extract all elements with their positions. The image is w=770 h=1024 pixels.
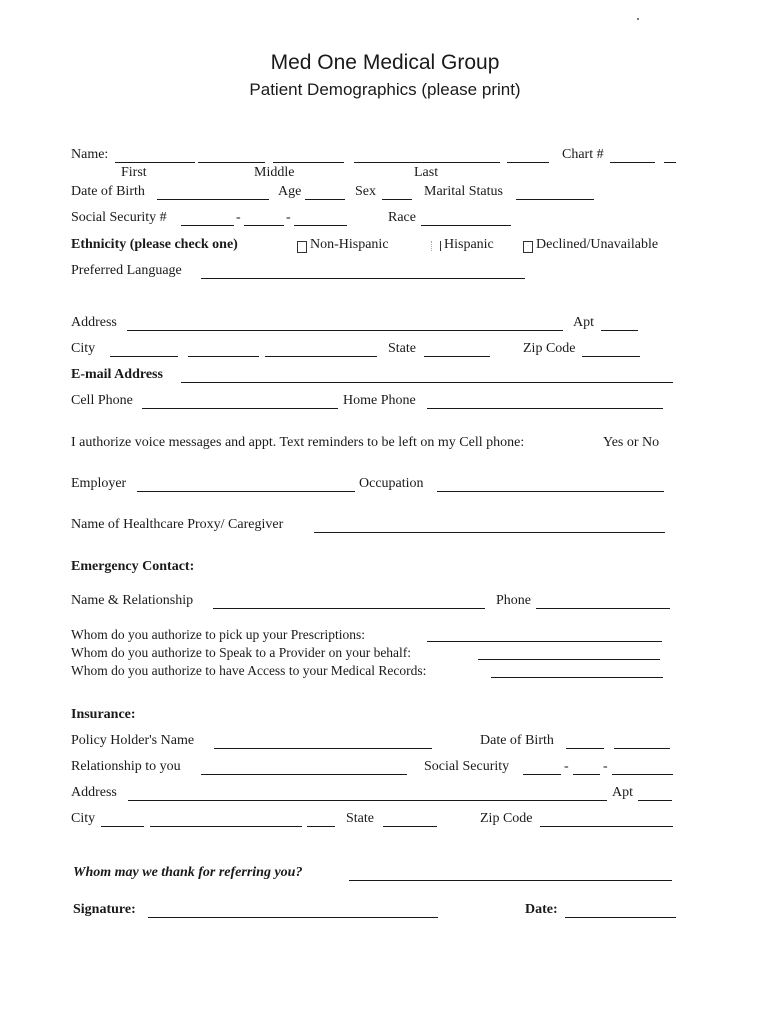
- home-phone-field[interactable]: [427, 408, 663, 409]
- insurance-apt-label: Apt: [612, 785, 633, 800]
- insurance-city-label: City: [71, 811, 96, 826]
- insurance-state-field[interactable]: [383, 826, 437, 827]
- email-label: E-mail Address: [71, 367, 163, 382]
- authorize-messages-text: I authorize voice messages and appt. Text reminders to be left on my Cell phone:: [71, 435, 525, 450]
- apt-field[interactable]: [601, 330, 638, 331]
- speak-provider-label: Whom do you authorize to Speak to a Provider on your behalf:: [71, 645, 412, 660]
- insurance-apt-field[interactable]: [638, 800, 672, 801]
- proxy-field[interactable]: [314, 532, 665, 533]
- insurance-ssn-part3-field[interactable]: [612, 774, 673, 775]
- email-field[interactable]: [181, 382, 673, 383]
- emergency-phone-field[interactable]: [536, 608, 670, 609]
- state-label: State: [388, 341, 416, 356]
- page-title: Med One Medical Group: [270, 51, 500, 74]
- policy-holder-field[interactable]: [214, 748, 432, 749]
- middle-caption: Middle: [254, 165, 295, 180]
- employer-label: Employer: [71, 476, 127, 491]
- first-name-field[interactable]: [115, 162, 195, 163]
- last-name-field[interactable]: [354, 162, 500, 163]
- occupation-label: Occupation: [359, 476, 424, 491]
- ssn-dash: -: [236, 210, 241, 225]
- insurance-ssn-dash: -: [564, 759, 569, 774]
- chart-number-field-extra[interactable]: [664, 162, 676, 163]
- address-label: Address: [71, 315, 117, 330]
- insurance-dob-field-extra[interactable]: [614, 748, 670, 749]
- insurance-city-field-extra[interactable]: [150, 826, 302, 827]
- insurance-ssn-label: Social Security: [424, 759, 510, 774]
- hispanic-label: Hispanic: [444, 237, 494, 252]
- insurance-dob-field[interactable]: [566, 748, 604, 749]
- dob-field[interactable]: [157, 199, 269, 200]
- chart-number-field[interactable]: [610, 162, 655, 163]
- last-name-field-extra[interactable]: [507, 162, 549, 163]
- dob-label: Date of Birth: [71, 184, 145, 199]
- age-label: Age: [278, 184, 302, 199]
- ethnicity-label: Ethnicity (please check one): [71, 237, 238, 252]
- proxy-label: Name of Healthcare Proxy/ Caregiver: [71, 517, 284, 532]
- age-field[interactable]: [305, 199, 345, 200]
- declined-checkbox[interactable]: [523, 241, 533, 253]
- cell-phone-label: Cell Phone: [71, 393, 133, 408]
- declined-label: Declined/Unavailable: [536, 237, 659, 252]
- relationship-field[interactable]: [201, 774, 407, 775]
- emergency-contact-heading: Emergency Contact:: [71, 559, 195, 574]
- policy-holder-label: Policy Holder's Name: [71, 733, 195, 748]
- name-label: Name:: [71, 147, 109, 162]
- emergency-phone-label: Phone: [496, 593, 531, 608]
- race-label: Race: [388, 210, 416, 225]
- medical-records-field[interactable]: [491, 677, 663, 678]
- insurance-heading: Insurance:: [71, 707, 136, 722]
- referral-field[interactable]: [349, 880, 672, 881]
- ssn-part1-field[interactable]: [181, 225, 234, 226]
- ssn-dash: -: [286, 210, 291, 225]
- non-hispanic-label: Non-Hispanic: [310, 237, 389, 252]
- insurance-ssn-dash: -: [603, 759, 608, 774]
- insurance-address-label: Address: [71, 785, 117, 800]
- signature-field[interactable]: [148, 917, 438, 918]
- insurance-ssn-part1-field[interactable]: [523, 774, 561, 775]
- insurance-city-field[interactable]: [101, 826, 144, 827]
- employer-field[interactable]: [137, 491, 355, 492]
- medical-records-label: Whom do you authorize to have Access to your Medical Records:: [71, 663, 427, 678]
- city-field-extra2[interactable]: [265, 356, 377, 357]
- insurance-zip-label: Zip Code: [480, 811, 533, 826]
- insurance-state-label: State: [346, 811, 374, 826]
- address-field[interactable]: [127, 330, 563, 331]
- prescriptions-label: Whom do you authorize to pick up your Prescriptions:: [71, 627, 365, 642]
- occupation-field[interactable]: [437, 491, 664, 492]
- non-hispanic-checkbox[interactable]: [297, 241, 307, 253]
- home-phone-label: Home Phone: [343, 393, 416, 408]
- insurance-zip-field[interactable]: [540, 826, 673, 827]
- marital-status-field[interactable]: [516, 199, 594, 200]
- scan-speck: [637, 18, 639, 20]
- date-label: Date:: [525, 902, 558, 917]
- name-relationship-label: Name & Relationship: [71, 593, 194, 608]
- apt-label: Apt: [573, 315, 594, 330]
- cell-phone-field[interactable]: [142, 408, 338, 409]
- insurance-city-field-extra2[interactable]: [307, 826, 335, 827]
- zip-label: Zip Code: [523, 341, 576, 356]
- insurance-ssn-part2-field[interactable]: [573, 774, 600, 775]
- marital-status-label: Marital Status: [424, 184, 503, 199]
- city-field-extra[interactable]: [188, 356, 259, 357]
- name-relationship-field[interactable]: [213, 608, 485, 609]
- referral-label: Whom may we thank for referring you?: [73, 865, 303, 880]
- first-caption: First: [121, 165, 147, 180]
- ssn-part3-field[interactable]: [294, 225, 347, 226]
- prescriptions-field[interactable]: [427, 641, 662, 642]
- ssn-part2-field[interactable]: [244, 225, 284, 226]
- insurance-dob-label: Date of Birth: [480, 733, 554, 748]
- zip-field[interactable]: [582, 356, 640, 357]
- middle-name-field[interactable]: [273, 162, 344, 163]
- chart-label: Chart #: [562, 147, 604, 162]
- language-label: Preferred Language: [71, 263, 182, 278]
- insurance-address-field[interactable]: [128, 800, 607, 801]
- race-field[interactable]: [421, 225, 511, 226]
- date-field[interactable]: [565, 917, 676, 918]
- ssn-label: Social Security #: [71, 210, 167, 225]
- signature-label: Signature:: [73, 902, 136, 917]
- last-caption: Last: [414, 165, 439, 180]
- page-subtitle: Patient Demographics (please print): [249, 80, 521, 99]
- yes-or-no-option[interactable]: Yes or No: [603, 435, 660, 450]
- speak-provider-field[interactable]: [478, 659, 660, 660]
- relationship-label: Relationship to you: [71, 759, 181, 774]
- state-field[interactable]: [424, 356, 490, 357]
- language-field[interactable]: [201, 278, 525, 279]
- sex-label: Sex: [355, 184, 376, 199]
- hispanic-checkbox[interactable]: [431, 241, 441, 251]
- sex-field[interactable]: [382, 199, 412, 200]
- city-field[interactable]: [110, 356, 178, 357]
- first-name-field-extra[interactable]: [198, 162, 265, 163]
- city-label: City: [71, 341, 96, 356]
